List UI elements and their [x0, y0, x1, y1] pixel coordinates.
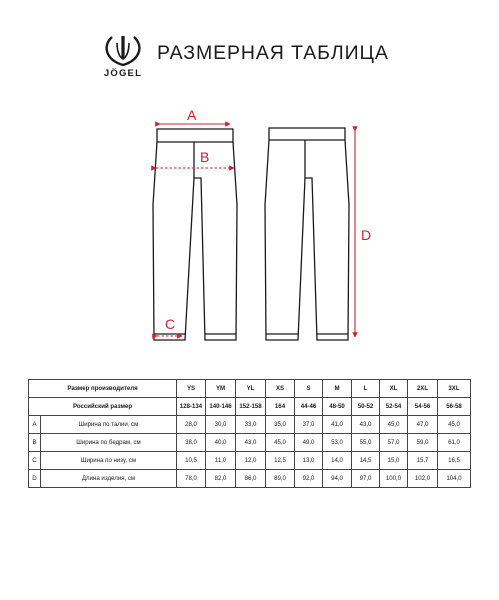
measurement-name: Ширина по бедрам, см	[41, 434, 177, 452]
russian-size-label: Российский размер	[29, 398, 177, 416]
manufacturer-size-row	[29, 380, 471, 398]
measurement-value: 37,0	[295, 416, 323, 434]
measurement-value: 45,0	[438, 416, 471, 434]
manufacturer-size-label: Размер производителя	[29, 380, 177, 398]
measurement-value: 15,0	[380, 452, 408, 470]
measurement-value: 57,0	[380, 434, 408, 452]
dimension-a-label: A	[187, 107, 197, 123]
measurement-value: 43,0	[236, 434, 266, 452]
measurement-value: 59,0	[408, 434, 438, 452]
measurement-value: 41,0	[323, 416, 352, 434]
measurement-value: 97,0	[352, 470, 380, 488]
measurement-value: 102,0	[408, 470, 438, 488]
measurement-value: 14,5	[352, 452, 380, 470]
size-table	[28, 379, 471, 488]
measurement-row	[29, 470, 471, 488]
measurement-value: 104,0	[438, 470, 471, 488]
russian-size-cell: 128-134	[177, 398, 206, 416]
size-cell: 3XL	[438, 380, 471, 398]
size-cell: YS	[177, 380, 206, 398]
measurement-value: 55,0	[352, 434, 380, 452]
measurement-value: 45,0	[380, 416, 408, 434]
russian-size-cell: 52-54	[380, 398, 408, 416]
measurement-value: 89,0	[266, 470, 295, 488]
russian-size-row	[29, 398, 471, 416]
measurement-value: 10,5	[177, 452, 206, 470]
measurement-code: D	[29, 470, 41, 488]
measurement-value: 38,0	[177, 434, 206, 452]
size-cell: YM	[206, 380, 236, 398]
size-cell: 2XL	[408, 380, 438, 398]
measurement-value: 12,0	[236, 452, 266, 470]
size-cell: XL	[380, 380, 408, 398]
measurement-code: C	[29, 452, 41, 470]
russian-size-cell: 140-146	[206, 398, 236, 416]
measurement-value: 16,5	[438, 452, 471, 470]
measurement-value: 15,7	[408, 452, 438, 470]
russian-size-cell: 50-52	[352, 398, 380, 416]
measurement-name: Ширина по низу, см	[41, 452, 177, 470]
measurement-value: 14,0	[323, 452, 352, 470]
measurement-row	[29, 434, 471, 452]
dimension-d-label: D	[361, 227, 372, 243]
russian-size-cell: 56-58	[438, 398, 471, 416]
measurement-value: 49,0	[295, 434, 323, 452]
russian-size-cell: 54-56	[408, 398, 438, 416]
measurement-value: 47,0	[408, 416, 438, 434]
measurement-code: B	[29, 434, 41, 452]
measurement-value: 28,0	[177, 416, 206, 434]
measurement-code: A	[29, 416, 41, 434]
dimension-b-label: B	[200, 149, 210, 165]
logo-wordmark: JÖGEL	[103, 68, 143, 79]
measurement-value: 94,0	[323, 470, 352, 488]
page-title: РАЗМЕРНАЯ ТАБЛИЦА	[157, 42, 389, 64]
measurement-value: 92,0	[295, 470, 323, 488]
measurement-value: 12,5	[266, 452, 295, 470]
size-cell: S	[295, 380, 323, 398]
measurement-value: 35,0	[266, 416, 295, 434]
measurement-value: 30,0	[206, 416, 236, 434]
measurement-value: 53,0	[323, 434, 352, 452]
measurement-value: 13,0	[295, 452, 323, 470]
measurement-value: 61,0	[438, 434, 471, 452]
measurement-value: 40,0	[206, 434, 236, 452]
measurement-value: 11,0	[206, 452, 236, 470]
measurement-value: 78,0	[177, 470, 206, 488]
russian-size-cell: 48-50	[323, 398, 352, 416]
measurement-value: 33,0	[236, 416, 266, 434]
size-cell: M	[323, 380, 352, 398]
measurement-value: 43,0	[352, 416, 380, 434]
measurement-value: 86,0	[236, 470, 266, 488]
size-cell: YL	[236, 380, 266, 398]
front-view	[153, 129, 237, 340]
russian-size-cell: 44-46	[295, 398, 323, 416]
measurement-value: 82,0	[206, 470, 236, 488]
russian-size-cell: 164	[266, 398, 295, 416]
measurement-row	[29, 416, 471, 434]
size-cell: L	[352, 380, 380, 398]
measurement-value: 45,0	[266, 434, 295, 452]
measurement-value: 100,0	[380, 470, 408, 488]
size-cell: XS	[266, 380, 295, 398]
measurement-name: Длина изделия, см	[41, 470, 177, 488]
measurement-row	[29, 452, 471, 470]
back-view	[265, 128, 349, 340]
russian-size-cell: 152-158	[236, 398, 266, 416]
dimension-c-label: C	[165, 316, 176, 332]
measurement-name: Ширина по талии, см	[41, 416, 177, 434]
